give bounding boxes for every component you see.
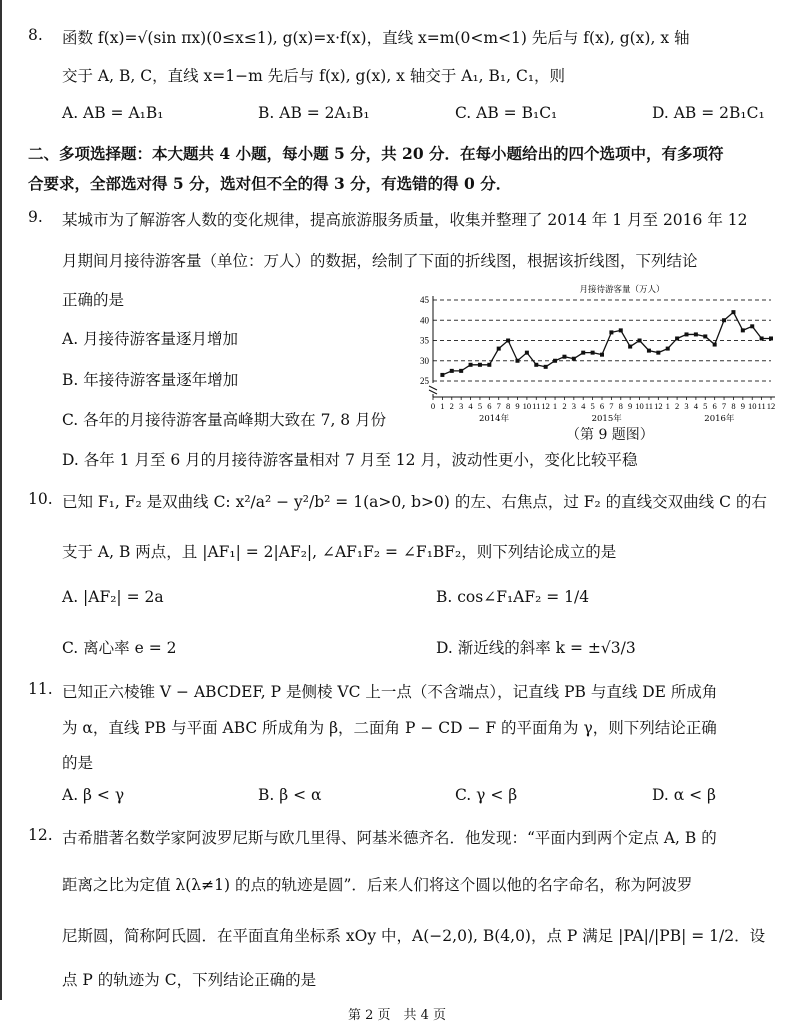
x-tick-label: 5 bbox=[477, 401, 483, 411]
data-point bbox=[741, 328, 745, 332]
x-tick-label: 8 bbox=[731, 401, 736, 411]
data-point bbox=[600, 353, 604, 357]
data-point bbox=[694, 332, 698, 336]
data-point bbox=[497, 347, 501, 351]
x-tick-label: 6 bbox=[712, 401, 717, 411]
q11-option-a: A. β < γ bbox=[62, 786, 125, 804]
data-point bbox=[440, 373, 444, 377]
q12-line2: 距离之比为定值 λ(λ≠1) 的点的轨迹是圆”．后来人们将这个圆以他的名字命名，称为阿波罗 bbox=[62, 876, 693, 894]
axis-break-mark bbox=[429, 386, 437, 394]
x-tick-label: 10 bbox=[747, 401, 757, 411]
x-tick-label: 8 bbox=[505, 401, 511, 411]
q9-line2: 月期间月接待游客量（单位：万人）的数据，绘制了下面的折线图，根据该折线图，下列结论 bbox=[62, 252, 698, 270]
chart-title: 月接待游客量（万人） bbox=[579, 285, 665, 295]
data-point bbox=[713, 343, 717, 347]
data-point bbox=[609, 330, 613, 334]
x-tick-label: 4 bbox=[581, 401, 586, 411]
y-tick-label: 30 bbox=[420, 355, 429, 366]
q11-number: 11. bbox=[28, 680, 53, 698]
x-year-label: 2014年 bbox=[478, 414, 510, 424]
data-point bbox=[572, 357, 576, 361]
section2-line1: 二、多项选择题：本大题共 4 小题，每小题 5 分，共 20 分．在每小题给出的四个选项中，有多项符 bbox=[28, 144, 724, 163]
x-tick-label: 1 bbox=[440, 401, 445, 411]
x-tick-label: 2 bbox=[674, 401, 680, 411]
q10-number: 10. bbox=[28, 490, 53, 508]
data-point bbox=[703, 334, 707, 338]
y-tick-label: 40 bbox=[420, 315, 429, 326]
q10-option-c: C. 离心率 e = 2 bbox=[62, 639, 177, 657]
q11-line1: 已知正六棱锥 V − ABCDEF, P 是侧棱 VC 上一点（不含端点），记直线 PB 与直线 DE 所成角 bbox=[62, 683, 718, 701]
x-tick-label: 12 bbox=[541, 401, 550, 411]
q10-option-a: A. |AF₂| = 2a bbox=[62, 588, 164, 606]
data-point bbox=[562, 355, 566, 359]
data-point bbox=[647, 349, 651, 353]
q12-line4: 点 P 的轨迹为 C，下列结论正确的是 bbox=[62, 971, 317, 989]
x-tick-label: 4 bbox=[693, 401, 699, 411]
x-tick-label: 11 bbox=[757, 401, 766, 411]
q8-option-c: C. AB = B₁C₁ bbox=[455, 104, 558, 122]
data-point bbox=[685, 332, 689, 336]
q8-option-d: D. AB = 2B₁C₁ bbox=[652, 104, 765, 122]
q11-option-b: B. β < α bbox=[258, 786, 322, 804]
data-point bbox=[638, 339, 642, 343]
data-point bbox=[760, 336, 764, 340]
section2-line2: 合要求，全部选对得 5 分，选对但不全的得 3 分，有选错的得 0 分． bbox=[28, 174, 512, 193]
x-tick-label: 1 bbox=[552, 401, 558, 411]
x-tick-label: 9 bbox=[628, 401, 633, 411]
q11-line2: 为 α，直线 PB 与平面 ABC 所成角为 β，二面角 P − CD − F 的平面角为 γ，则下列结论正确 bbox=[62, 719, 717, 737]
x-tick-label: 7 bbox=[721, 401, 727, 411]
q9-option-d: D. 各年 1 月至 6 月的月接待游客量相对 7 月至 12 月，波动性更小，变化比较平稳 bbox=[62, 451, 638, 469]
data-point bbox=[525, 351, 529, 355]
q8-line1: 函数 f(x)=√(sin πx)(0≤x≤1), g(x)=x·f(x)，直线 x=m(0<m<1) 先后与 f(x), g(x), x 轴 bbox=[62, 29, 690, 47]
x-tick-label: 3 bbox=[459, 401, 464, 411]
data-point bbox=[487, 363, 491, 367]
data-point bbox=[769, 336, 773, 340]
data-point bbox=[750, 324, 754, 328]
q11-option-c: C. γ < β bbox=[455, 786, 518, 804]
x-year-label: 2016年 bbox=[704, 414, 735, 424]
q12-line3: 尼斯圆，简称阿氏圆．在平面直角坐标系 xOy 中，A(−2,0), B(4,0)，点 P 满足 |PA|/|PB| = 1/2．设 bbox=[62, 927, 766, 945]
q8-option-a: A. AB = A₁B₁ bbox=[62, 104, 164, 122]
q8-option-b: B. AB = 2A₁B₁ bbox=[258, 104, 370, 122]
x-tick-label: 9 bbox=[515, 401, 520, 411]
data-point bbox=[675, 336, 679, 340]
data-point bbox=[731, 310, 735, 314]
q10-line2: 支于 A, B 两点，且 |AF₁| = 2|AF₂|, ∠AF₁F₂ = ∠F₁BF₂，则下列结论成立的是 bbox=[62, 543, 617, 561]
x-tick-label: 3 bbox=[571, 401, 576, 411]
x-tick-label: 12 bbox=[654, 401, 663, 411]
x-tick-label: 2 bbox=[449, 401, 454, 411]
q10-line1: 已知 F₁, F₂ 是双曲线 C: x²/a² − y²/b² = 1(a>0, b>0) 的左、右焦点，过 F₂ 的直线交双曲线 C 的右 bbox=[62, 493, 767, 511]
data-point bbox=[450, 369, 454, 373]
x-tick-label: 9 bbox=[740, 401, 745, 411]
x-tick-label: 11 bbox=[532, 401, 541, 411]
q9-caption: （第 9 题图） bbox=[566, 427, 654, 443]
left-margin-line bbox=[0, 0, 2, 1000]
data-point bbox=[619, 328, 623, 332]
data-point bbox=[506, 339, 510, 343]
x-tick-label: 1 bbox=[665, 401, 670, 411]
q9-line1: 某城市为了解游客人数的变化规律，提高旅游服务质量，收集并整理了 2014 年 1 月至 2016 年 12 bbox=[62, 211, 748, 229]
series-line bbox=[442, 312, 771, 375]
x-tick-label: 6 bbox=[487, 401, 492, 411]
q9-number: 9. bbox=[28, 208, 43, 226]
y-tick-label: 25 bbox=[420, 376, 429, 386]
x-tick-label: 8 bbox=[618, 401, 623, 411]
data-point bbox=[581, 351, 585, 355]
data-point bbox=[478, 363, 482, 367]
x-tick-label: 0 bbox=[430, 401, 436, 411]
x-tick-label: 12 bbox=[766, 401, 776, 411]
q9-line-chart bbox=[415, 283, 780, 443]
q10-option-d: D. 渐近线的斜率 k = ±√3/3 bbox=[436, 639, 636, 657]
x-tick-label: 5 bbox=[703, 401, 708, 411]
x-tick-label: 10 bbox=[522, 401, 532, 411]
x-tick-label: 10 bbox=[635, 401, 644, 411]
data-point bbox=[516, 359, 520, 363]
q8-number: 8. bbox=[28, 26, 43, 44]
y-tick-label: 35 bbox=[420, 335, 429, 346]
q12-line1: 古希腊著名数学家阿波罗尼斯与欧几里得、阿基米德齐名．他发现：“平面内到两个定点 A, B 的 bbox=[62, 829, 717, 847]
x-tick-label: 11 bbox=[644, 401, 654, 411]
x-tick-label: 4 bbox=[468, 401, 473, 411]
x-tick-label: 5 bbox=[590, 401, 595, 411]
x-tick-label: 7 bbox=[609, 401, 614, 411]
x-year-label: 2015年 bbox=[591, 414, 622, 424]
q11-option-d: D. α < β bbox=[652, 786, 716, 804]
data-point bbox=[553, 359, 557, 363]
data-point bbox=[591, 351, 595, 355]
data-point bbox=[666, 347, 670, 351]
data-point bbox=[469, 363, 473, 367]
q11-line3: 的是 bbox=[62, 754, 94, 772]
q8-line2: 交于 A, B, C，直线 x=1−m 先后与 f(x), g(x), x 轴交于 A₁, B₁, C₁，则 bbox=[62, 67, 566, 85]
x-tick-label: 2 bbox=[562, 401, 567, 411]
data-point bbox=[544, 365, 548, 369]
data-point bbox=[534, 363, 538, 367]
q10-option-b: B. cos∠F₁AF₂ = 1/4 bbox=[436, 588, 590, 606]
q9-option-c: C. 各年的月接待游客量高峰期大致在 7, 8 月份 bbox=[62, 411, 387, 429]
data-point bbox=[628, 345, 632, 349]
x-tick-label: 3 bbox=[684, 401, 689, 411]
q12-number: 12. bbox=[28, 826, 53, 844]
x-tick-label: 6 bbox=[599, 401, 605, 411]
x-tick-label: 7 bbox=[496, 401, 501, 411]
q9-option-b: B. 年接待游客量逐年增加 bbox=[62, 371, 239, 389]
q9-line3: 正确的是 bbox=[62, 291, 125, 309]
y-tick-label: 45 bbox=[420, 295, 429, 305]
q9-option-a: A. 月接待游客量逐月增加 bbox=[62, 330, 239, 348]
data-point bbox=[459, 369, 463, 373]
data-point bbox=[722, 318, 726, 322]
data-point bbox=[656, 351, 660, 355]
page-footer: 第 2 页 共 4 页 bbox=[347, 1008, 447, 1023]
